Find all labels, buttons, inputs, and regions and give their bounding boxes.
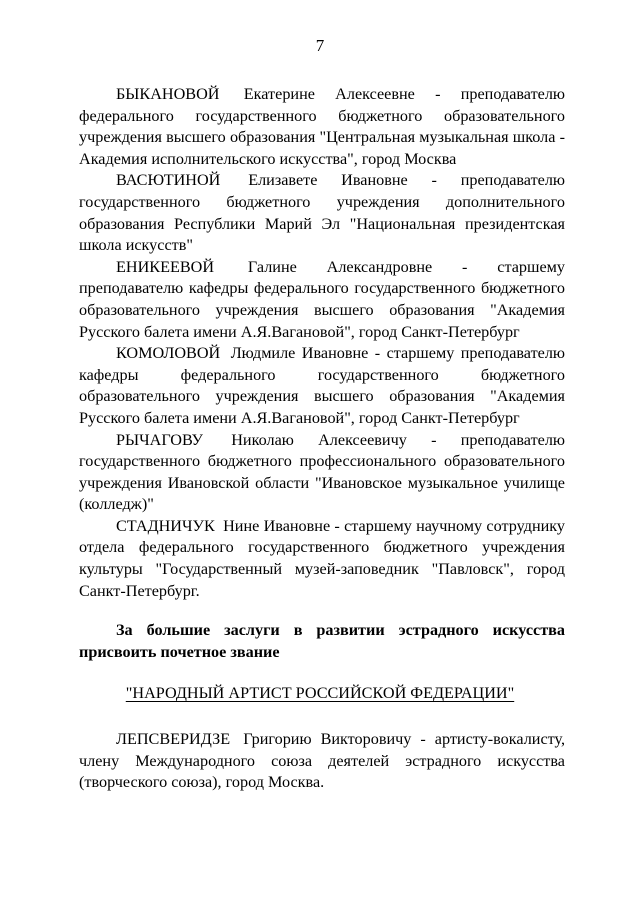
honorary-title-text: "НАРОДНЫЙ АРТИСТ РОССИЙСКОЙ ФЕДЕРАЦИИ": [125, 684, 515, 702]
award-entry: [79, 430, 565, 516]
recipient-surname: БЫКАНОВОЙ: [116, 85, 220, 103]
award-list: [79, 84, 565, 602]
recipient-surname: КОМОЛОВОЙ: [116, 344, 221, 363]
page-number: 7: [315, 36, 325, 55]
award-entry: [79, 84, 565, 170]
recipient-details: Екатерине Алексеевне - преподавателю федерального государственного бюджетного образовательного учреждения высшего образования "Центральная музыкальная школа - Академия исполнительского искусства", город Москва: [79, 85, 566, 168]
recipient-surname: ВАСЮТИНОЙ: [116, 171, 221, 190]
recipient-surname: ЛЕПСВЕРИДЗЕ: [116, 730, 231, 748]
honorary-title: [0, 682, 640, 704]
award-entry: [79, 343, 565, 429]
award-entry: [79, 729, 565, 794]
recipient-surname: РЫЧАГОВУ: [116, 430, 203, 449]
recipient-details: Нине Ивановне - старшему научному сотруднику отдела федерального государственного бюджетного учреждения культуры "Государственный музей-заповедник "Павловск", город Санкт-Петербург.: [79, 516, 565, 600]
recipient-details: Галине Александровне - старшему преподавателю кафедры федерального государственного бюджетного образовательного учреждения высшего образования "Академия Русского балета имени А.Я.Вагановой", город Санкт-Петербург: [79, 257, 565, 341]
final-award-list: [79, 729, 565, 794]
recipient-details: Григорию Викторовичу - артисту-вокалисту, члену Международного союза деятелей эстрадного искусства (творческого союза), город Москва.: [79, 730, 566, 792]
decree-heading: За большие заслуги в развитии эстрадного искусства присвоить почетное звание: [79, 621, 565, 661]
award-entry: [79, 516, 565, 602]
recipient-details: Елизавете Ивановне - преподавателю государственного бюджетного учреждения дополнительного образования Республики Марий Эл "Национальная президентская школа искусств": [79, 171, 565, 255]
recipient-surname: ЕНИКЕЕВОЙ: [116, 257, 215, 276]
recipient-details: Людмиле Ивановне - старшему преподавателю кафедры федерального государственного бюджетного образовательного учреждения высшего образования "Академия Русского балета имени А.Я.Вагановой", город Санкт-Петербург: [79, 344, 565, 427]
award-entry: [79, 257, 565, 343]
award-entry: [79, 170, 565, 256]
recipient-surname: СТАДНИЧУК: [116, 516, 215, 535]
recipient-details: Николаю Алексеевичу - преподавателю государственного бюджетного профессионального образовательного учреждения Ивановской области "Ивановское музыкальное училище (колледж)": [79, 430, 566, 514]
